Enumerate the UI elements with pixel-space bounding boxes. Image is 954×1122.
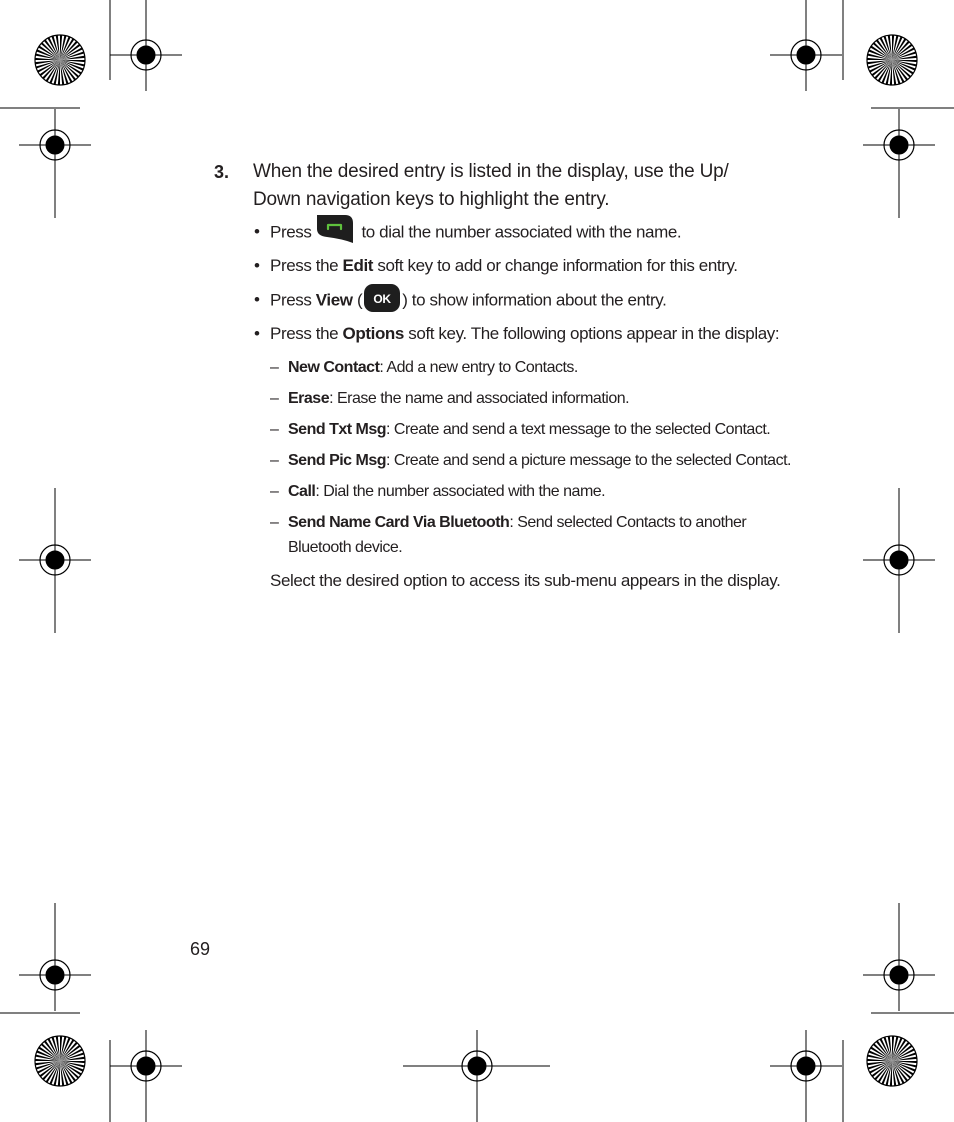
option-name: Send Pic Msg [288,452,387,469]
option-new-contact [270,357,578,379]
selection-note: Select the desired option to access its sub-menu appears in the display. [270,571,781,590]
option-send-name-card-continued: Bluetooth device. [288,539,403,556]
step-instruction [253,158,763,214]
bullet-mark: • [254,290,260,310]
dash-mark: – [270,390,279,407]
option-erase [270,388,629,410]
bullet-dial-post: to dial the number associated with the name. [361,222,682,242]
option-send-txt-msg [270,419,770,441]
option-desc: : Erase the name and associated information. [329,390,630,407]
view-key-label: View [315,290,353,310]
dash-mark: – [270,359,279,376]
option-name: Send Name Card Via Bluetooth [288,514,510,531]
option-desc: : Create and send a text message to the selected Contact. [386,421,771,438]
step-number: 3. [214,162,230,182]
bullet-mark: • [254,324,260,343]
ok-key-icon [363,283,401,313]
page-number: 69 [190,939,211,959]
option-name: Call [288,483,316,500]
option-name: New Contact [288,359,380,376]
option-desc: : Send selected Contacts to another [509,514,747,531]
step-instruction-line-1: When the desired entry is listed in the display, use the Up/ [253,161,729,182]
bullet-options-post: soft key. The following options appear in the display: [403,324,780,343]
bullet-view-pre: Press [270,290,316,310]
option-send-pic-msg [270,450,791,472]
dash-mark: – [270,452,279,469]
option-send-name-card [270,512,746,534]
bullet-edit-pre: Press the [270,256,343,275]
send-key-icon [315,213,355,245]
option-call [270,481,605,503]
dash-mark: – [270,514,279,531]
step-instruction-line-2: Down navigation keys to highlight the entry. [253,189,610,210]
option-desc: : Create and send a picture message to the selected Contact. [386,452,791,469]
option-name: Send Txt Msg [288,421,387,438]
bullet-view-post: ) to show information about the entry. [402,290,667,310]
bullet-view-open: ( [352,290,363,310]
bullet-view [254,289,666,313]
bullet-mark: • [254,222,260,242]
ok-key-text: OK [373,292,391,306]
dash-mark: – [270,421,279,438]
bullet-edit [254,255,738,277]
bullet-options-pre: Press the [270,324,343,343]
option-desc: : Dial the number associated with the name. [315,483,606,500]
bullet-edit-post: soft key to add or change information for this entry. [373,256,738,275]
dash-mark: – [270,483,279,500]
option-desc: : Add a new entry to Contacts. [379,359,578,376]
bullet-mark: • [254,256,260,275]
options-softkey-label: Options [342,324,404,343]
bullet-dial-pre: Press [270,222,312,242]
bullet-options [254,323,779,345]
bullet-dial [254,221,681,245]
option-name: Erase [288,390,330,407]
edit-softkey-label: Edit [342,256,374,275]
